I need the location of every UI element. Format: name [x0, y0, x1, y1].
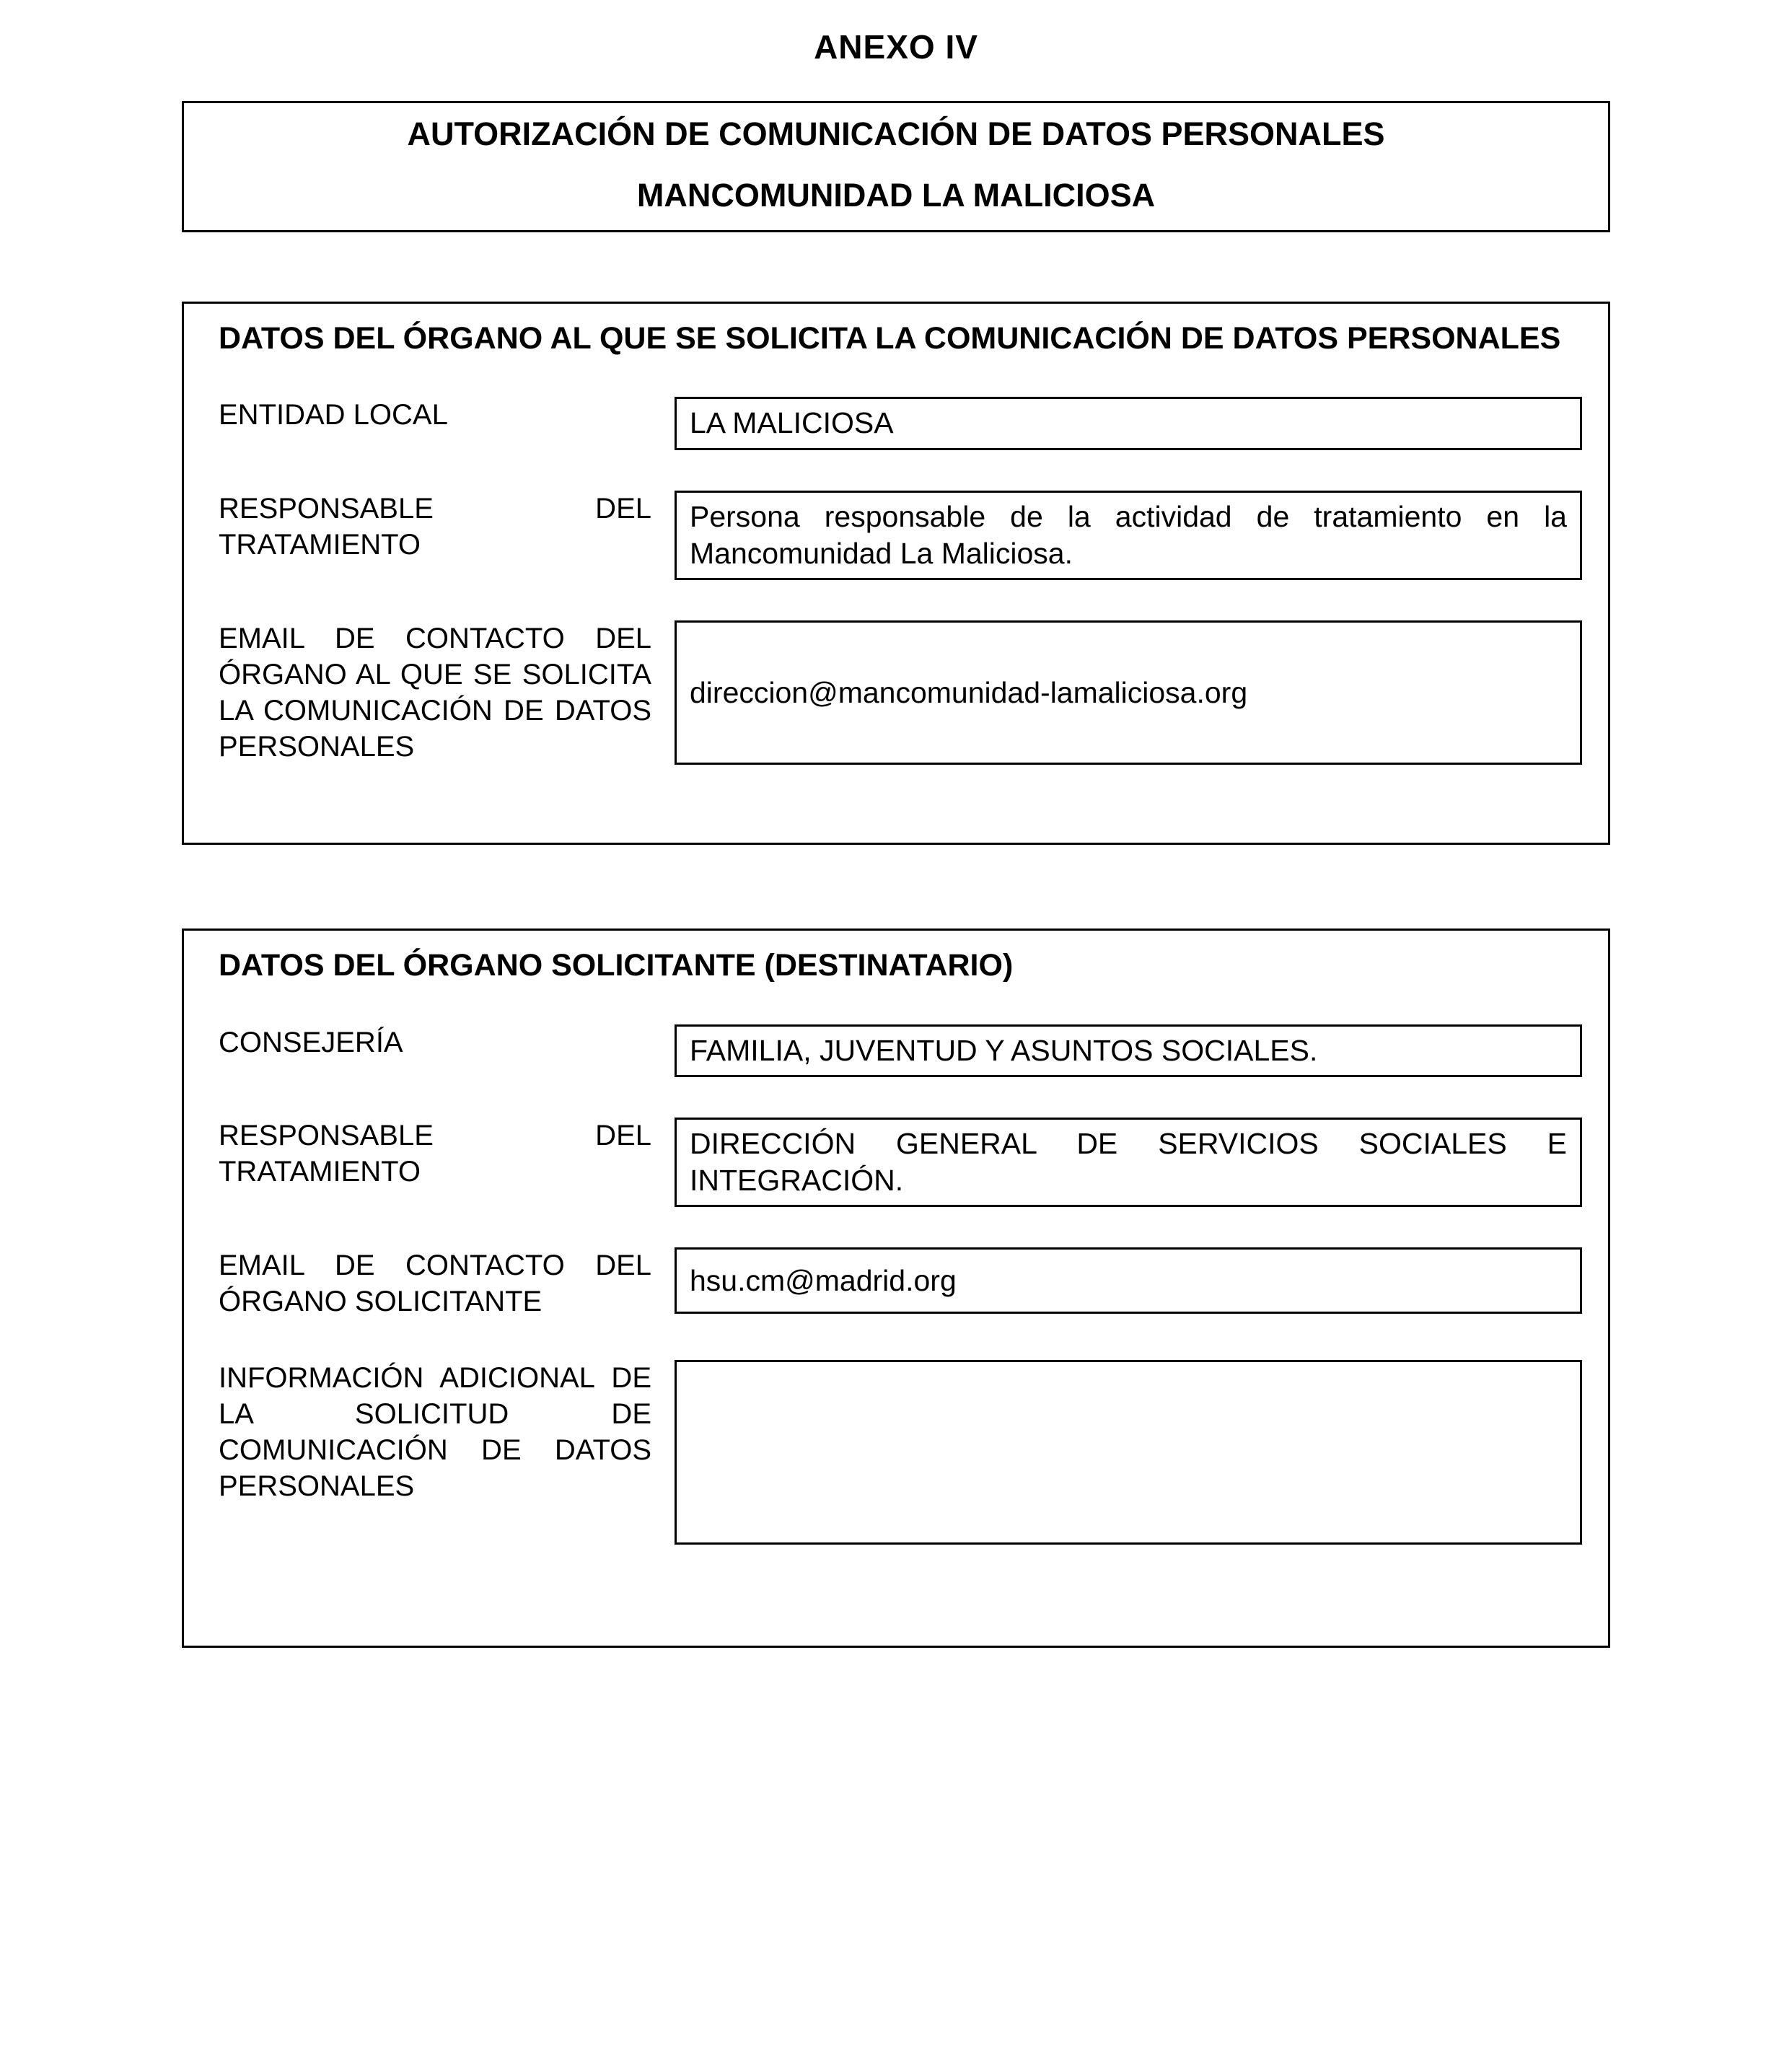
informacion-adicional-label: INFORMACIÓN ADICIONAL DE LA SOLICITUD DE COMUNICACIÓN DE DATOS PERSONALES: [219, 1362, 651, 1503]
section-requesting-organ: [182, 929, 1610, 1648]
field-row-email-organo-solicitante: [219, 1247, 1582, 1320]
document-title-box: [182, 101, 1610, 232]
responsable-tratamiento-value-box-2: DIRECCIÓN GENERAL DE SERVICIOS SOCIALES E INTEGRACIÓN.: [675, 1118, 1582, 1208]
consejeria-value-box: FAMILIA, JUVENTUD Y ASUNTOS SOCIALES.: [675, 1024, 1582, 1077]
consejeria-label: CONSEJERÍA: [219, 1026, 403, 1058]
email-organo-solicitado-value-box: direccion@mancomunidad-lamaliciosa.org: [675, 620, 1582, 765]
field-row-responsable-tratamiento-2: [219, 1118, 1582, 1208]
entidad-local-value-box: LA MALICIOSA: [675, 397, 1582, 449]
responsable-tratamiento-label-2: RESPONSABLE DEL TRATAMIENTO: [219, 1119, 651, 1188]
informacion-adicional-value-box: [675, 1360, 1582, 1545]
field-row-entidad-local: [219, 397, 1582, 449]
responsable-tratamiento-value-box-1: Persona responsable de la actividad de tratamiento en la Mancomunidad La Maliciosa.: [675, 491, 1582, 581]
section-requested-organ-header: DATOS DEL ÓRGANO AL QUE SE SOLICITA LA COMUNICACIÓN DE DATOS PERSONALES: [219, 321, 1561, 356]
email-organo-solicitante-value-box: hsu.cm@madrid.org: [675, 1247, 1582, 1314]
entidad-local-label: ENTIDAD LOCAL: [219, 399, 448, 431]
responsable-tratamiento-label-1: RESPONSABLE DEL TRATAMIENTO: [219, 492, 651, 561]
annex-title: ANEXO IV: [814, 28, 978, 66]
email-organo-solicitado-label: EMAIL DE CONTACTO DEL ÓRGANO AL QUE SE SOLICITA LA COMUNICACIÓN DE DATOS PERSONALES: [219, 623, 651, 763]
field-row-consejeria: [219, 1024, 1582, 1077]
document-title-line-1: AUTORIZACIÓN DE COMUNICACIÓN DE DATOS PERSONALES: [407, 115, 1385, 152]
field-row-informacion-adicional: [219, 1360, 1582, 1545]
document-title-line-2: MANCOMUNIDAD LA MALICIOSA: [636, 177, 1156, 214]
field-row-responsable-tratamiento-1: [219, 491, 1582, 581]
section-requested-organ: [182, 302, 1610, 845]
field-row-email-organo-solicitado: [219, 620, 1582, 765]
section-requesting-organ-header: DATOS DEL ÓRGANO SOLICITANTE (DESTINATARIO): [219, 948, 1014, 983]
email-organo-solicitante-label: EMAIL DE CONTACTO DEL ÓRGANO SOLICITANTE: [219, 1250, 651, 1318]
